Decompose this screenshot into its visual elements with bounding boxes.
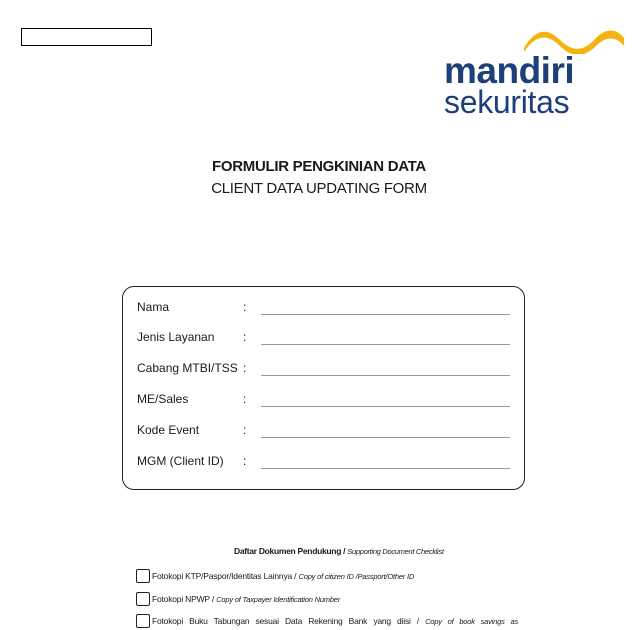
- field-colon: :: [243, 300, 247, 314]
- form-subtitle: CLIENT DATA UPDATING FORM: [211, 180, 427, 197]
- field-label: ME/Sales: [137, 392, 189, 406]
- cabang-input-line[interactable]: [261, 375, 510, 376]
- ktp-checkbox[interactable]: [136, 569, 150, 583]
- field-label: Nama: [137, 300, 170, 314]
- item-text-id: Fotokopi NPWP /: [152, 594, 215, 604]
- field-label: Jenis Layanan: [137, 330, 215, 344]
- field-label: Cabang MTBI/TSS: [137, 361, 238, 375]
- item-text-id: Fotokopi Buku Tabungan sesuai Data Rekening Bank yang diisi /: [152, 616, 419, 626]
- checklist-item-label: [152, 571, 414, 581]
- field-colon: :: [243, 392, 247, 406]
- mandiri-sekuritas-logo: [440, 24, 630, 119]
- item-text-id: Fotokopi KTP/Paspor/Identitas Lainnya /: [152, 571, 297, 581]
- field-cabang: [137, 361, 510, 381]
- item-text-en: Copy of Taxpayer Identification Number: [216, 595, 341, 604]
- item-text-en: Copy of book savings as: [425, 617, 518, 626]
- logo-text-mandiri: mandiri: [444, 50, 575, 91]
- field-me-sales: [137, 392, 510, 412]
- field-colon: :: [243, 454, 247, 468]
- mgm-client-id-input-line[interactable]: [261, 468, 510, 469]
- checklist-title-en: Supporting Document Checklist: [347, 547, 444, 556]
- checklist-item-label: [152, 616, 518, 626]
- field-nama: [137, 300, 510, 320]
- field-mgm-client-id: [137, 454, 510, 474]
- checklist-title-id: Daftar Dokumen Pendukung /: [234, 546, 346, 556]
- jenis-layanan-input-line[interactable]: [261, 344, 510, 345]
- npwp-checkbox[interactable]: [136, 592, 150, 606]
- checklist-item-label: [152, 594, 340, 604]
- field-colon: :: [243, 361, 247, 375]
- field-jenis-layanan: [137, 330, 510, 350]
- logo-text-sekuritas: sekuritas: [444, 84, 570, 120]
- client-info-box: [122, 286, 525, 490]
- field-colon: :: [243, 423, 247, 437]
- top-left-box: [21, 28, 152, 46]
- field-kode-event: [137, 423, 510, 443]
- field-colon: :: [243, 330, 247, 344]
- field-label: MGM (Client ID): [137, 454, 224, 468]
- kode-event-input-line[interactable]: [261, 437, 510, 438]
- field-label: Kode Event: [137, 423, 200, 437]
- me-sales-input-line[interactable]: [261, 406, 510, 407]
- buku-tabungan-checkbox[interactable]: [136, 614, 150, 628]
- nama-input-line[interactable]: [261, 314, 510, 315]
- item-text-en: Copy of citizen ID /Passport/Other ID: [298, 572, 415, 581]
- form-title: FORMULIR PENGKINIAN DATA: [212, 158, 426, 175]
- checklist-title: [234, 546, 444, 556]
